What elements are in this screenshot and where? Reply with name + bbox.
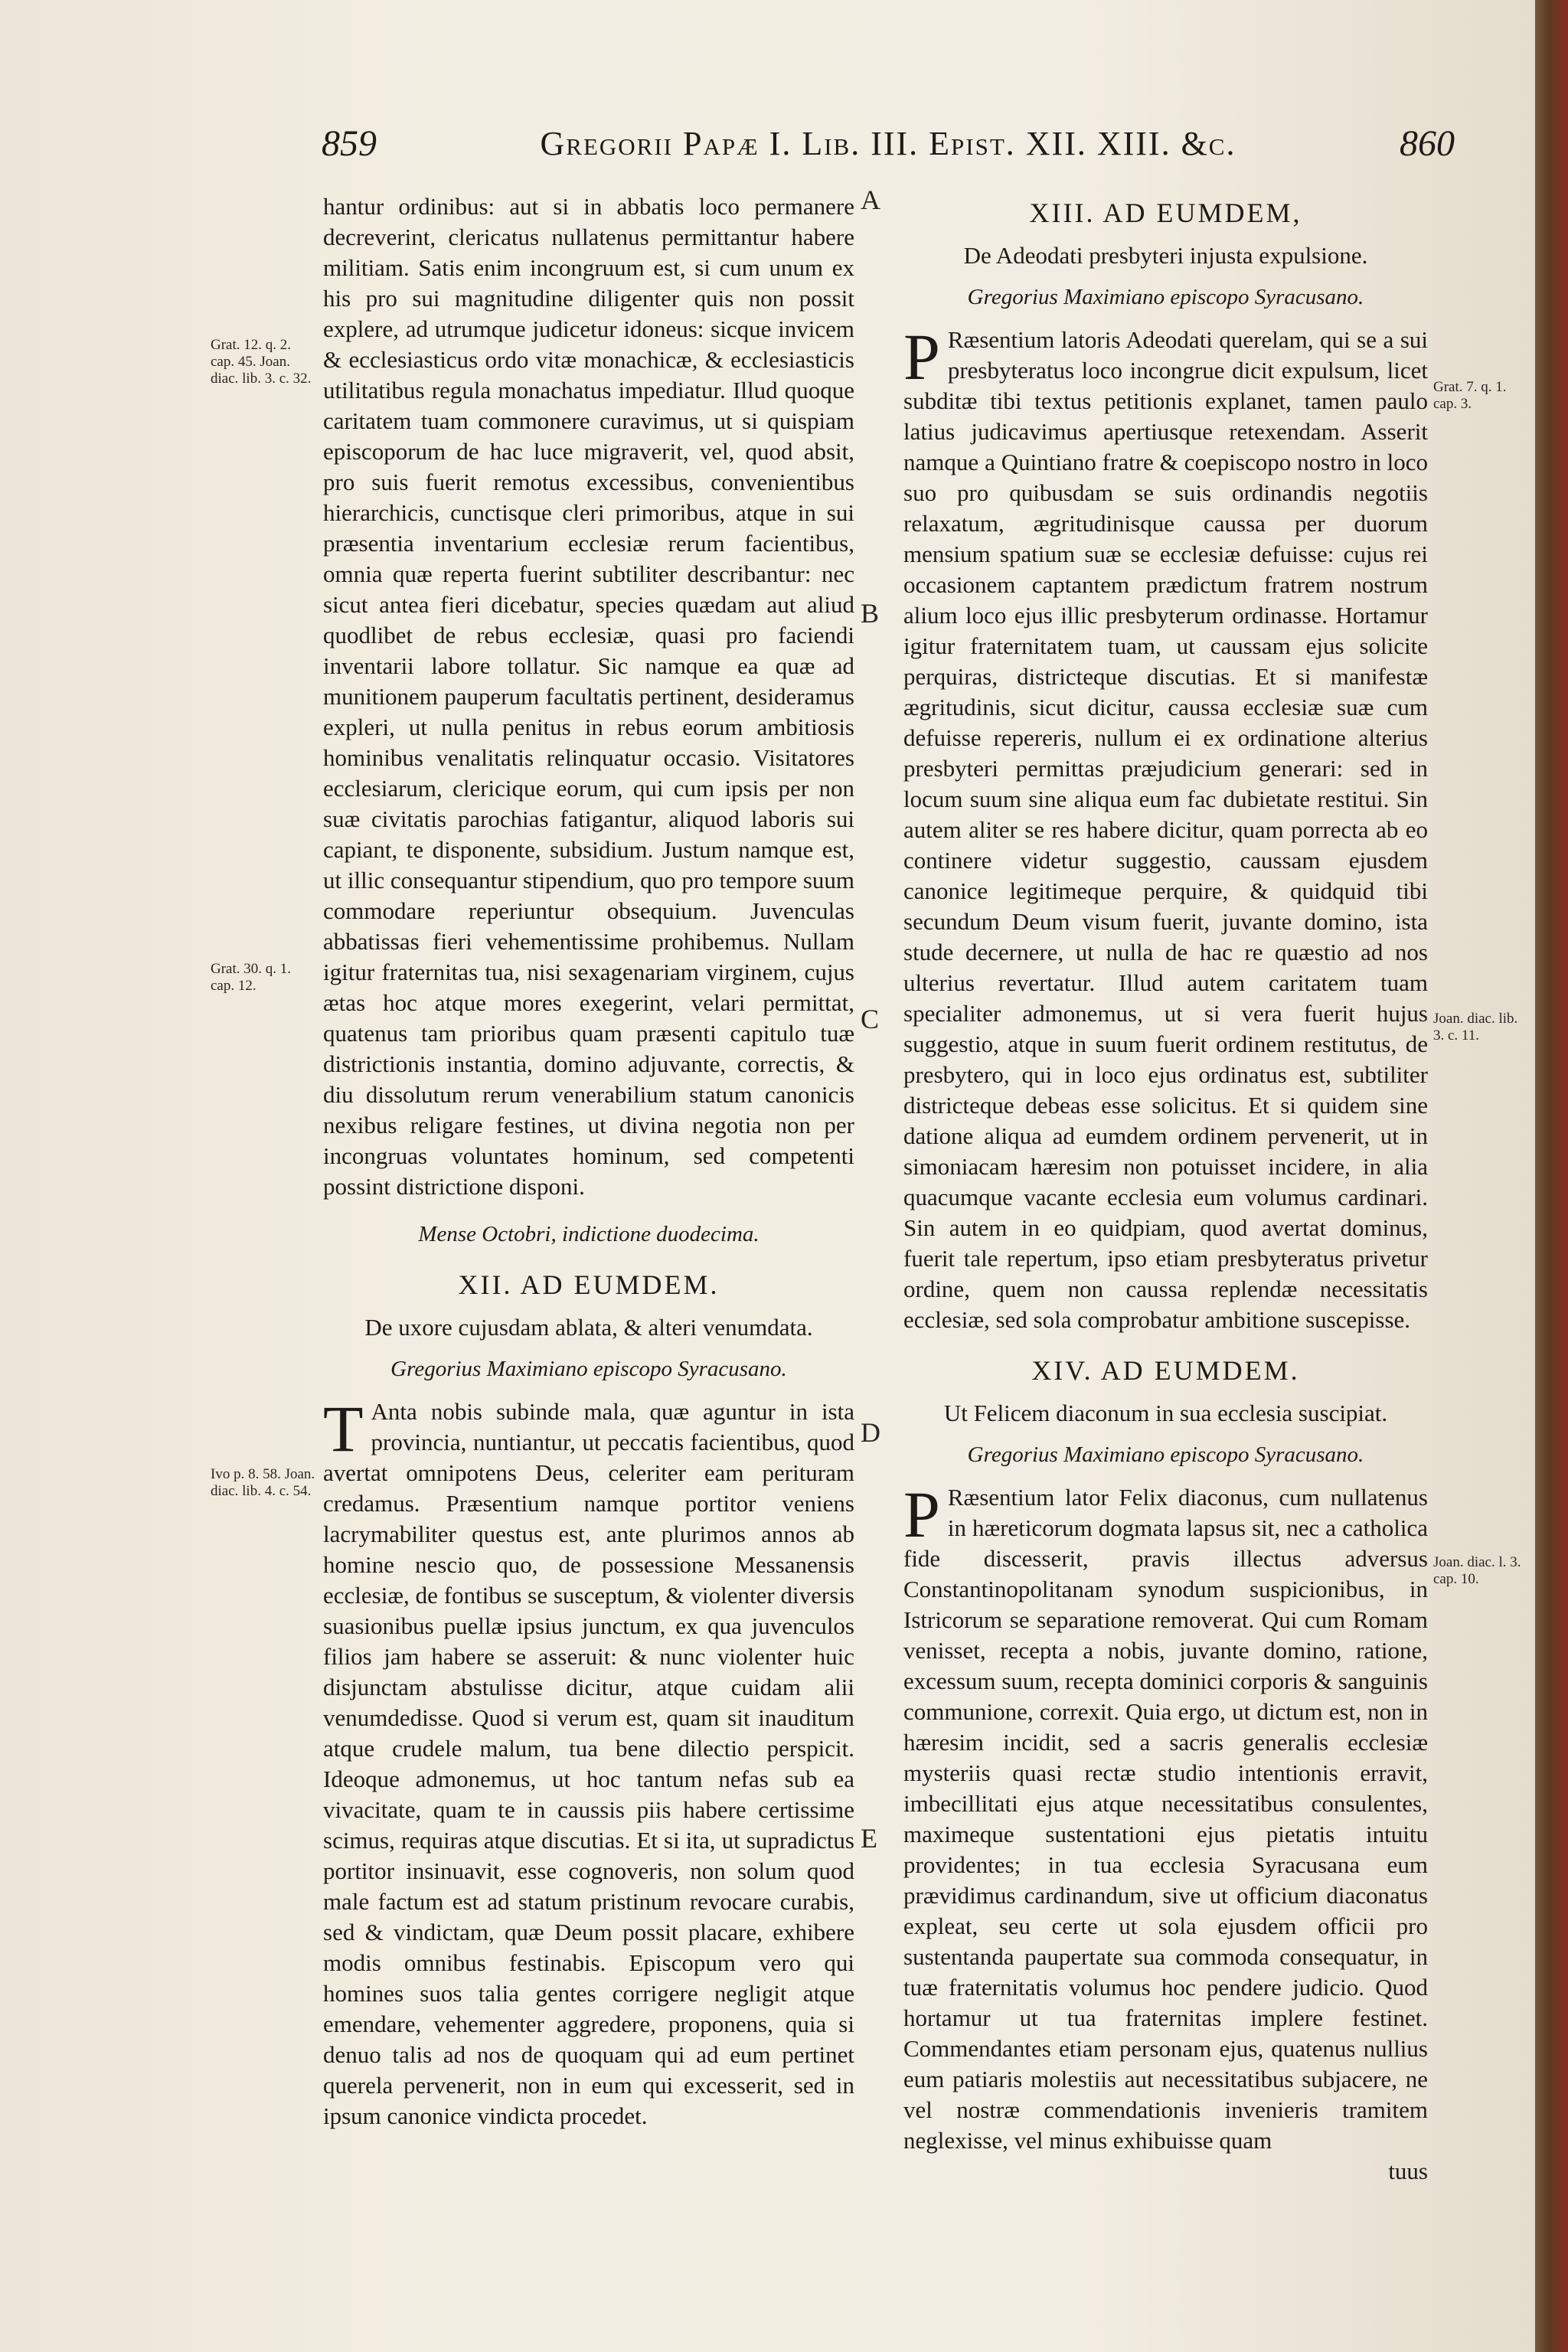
drop-cap: P <box>903 320 940 394</box>
margin-note: Grat. 12. q. 2. cap. 45. Joan. diac. lib. 3. c. 32. <box>211 337 312 387</box>
page-number-left: 859 <box>322 123 377 164</box>
dateline: Mense Octobri, indictione duodecima. <box>418 1222 760 1246</box>
margin-note: Joan. diac. lib. 3. c. 11. <box>1433 1011 1518 1044</box>
running-title: Gregorii Papæ I. Lib. III. Epist. XII. XIII. &c. <box>540 125 1236 162</box>
epistle-12-heading: XII. AD EUMDEM. <box>458 1269 720 1300</box>
epistle-13-salutation: Gregorius Maximiano episcopo Syracusano. <box>967 285 1364 309</box>
epistle-13-body <box>903 320 1428 1335</box>
epistle-14-heading: XIV. AD EUMDEM. <box>1031 1355 1300 1386</box>
margin-note: Grat. 7. q. 1. cap. 3. <box>1433 379 1507 412</box>
section-marker: B <box>861 598 880 629</box>
epistle-12-body <box>323 1392 854 2132</box>
drop-cap: P <box>903 1478 940 1551</box>
margin-note: Ivo p. 8. 58. Joan. diac. lib. 4. c. 54. <box>211 1466 315 1499</box>
epistle-14-salutation: Gregorius Maximiano episcopo Syracusano. <box>967 1442 1364 1467</box>
margin-note: Joan. diac. l. 3. cap. 10. <box>1433 1554 1521 1587</box>
epistle-12-argument: De uxore cujusdam ablata, & alteri venumdata. <box>364 1314 813 1341</box>
left-column <box>323 191 854 2132</box>
catchword: tuus <box>1388 2158 1428 2184</box>
epistle-14-text: Ræsentium lator Felix diaconus, cum nullatenus in hæreticorum dogmata lapsus sit, nec a catholica fide discesserit, pravis illectus adversus Constantinopolitanam synodum suspicionibus, in Istricorum se separatione removerat. Qui cum Romam venisset, recepta a nobis, juvante domino, ratione, excessum suum, recepta dominici corporis & sanguinis communione, correxit. Quia ergo, ut dictum est, non in hæresim incidit, sed a sacris generalis ecclesiæ mysteriis quasi rectæ studio intentionis erravit, imbecillitati ejus atque necessitatibus consulentes, maximeque sustentationi ejus pietatis intuitu providentes; in tua ecclesia Syracusana eum prævidimus cardinandum, sive ut officium diaconatus expleat, seu certe ut sola ejusdem officii pro sustentanda paupertate sua commoda consequatur, in tuæ fraternitatis volumus hoc pendere judicio. Quod hortamur ut tua fraternitas implere festinet. Commendantes etiam personam ejus, quatenus nullius eum patiaris molestiis aut necessitatibus subjacere, ne vel nostræ commendationis invenieris tramitem neglexisse, vel minus exhibuisse quam <box>903 1484 1428 2154</box>
epistle-14-argument: Ut Felicem diaconum in sua ecclesia suscipiat. <box>943 1400 1388 1426</box>
right-column <box>903 191 1428 2187</box>
book-binding <box>1535 0 1568 2352</box>
section-marker: E <box>861 1823 877 1854</box>
epistle-13-argument: De Adeodati presbyteri injusta expulsione. <box>963 242 1368 269</box>
continuation-text: hantur ordinibus: aut si in abbatis loco permanere decreverint, clericatus nullatenus permittantur habere militiam. Satis enim incongruum est, si cum unum ex his pro sui magnitudine diligenter quis non possit explere, ad utrumque judicetur idoneus: sicque invicem & ecclesiasticus ordo vitæ monachicæ, & ecclesiasticis utilitatibus regula monachatus impediatur. Illud quoque caritatem tuam commonere curavimus, ut si quispiam episcoporum de hac luce migraverit, vel, quod absit, pro suis fuerit remotus excessibus, convenientibus hierarchicis, cunctisque cleri primoribus, atque in sui præsentia inventarium ecclesiæ rerum facientibus, omnia quæ reperta fuerint subtiliter describantur: nec sicut antea fieri dicebatur, species quædam aut aliud quodlibet de rebus ecclesiæ, quasi pro faciendi inventarii labore tollatur. Sic namque ea quæ ad munitionem pauperum facultatis pertinent, desideramus expleri, ut nulla penitus in rebus eorum ambitiosis hominibus venalitatis relinquatur occasio. Visitatores ecclesiarum, clericique eorum, qui cum ipsis per non suæ civitatis parochias fatigantur, aliquod laboris sui capiant, te disponente, subsidium. Justum namque est, ut illic consequantur stipendium, quo pro tempore suum commodare reperiuntur obsequium. Juvenculas abbatissas fieri vehementissime prohibemus. Nullam igitur fraternitas tua, nisi sexagenariam virginem, cujus ætas hoc atque mores exegerint, velari permittat, quatenus tam prioribus quam præsenti capitulo tuæ districtionis instantia, domino adjuvante, correctis, & diu dissolutum rerum venerabilium statum canonicis nexibus religare festines, ut divina negotia non per incongruas voluntates hominum, sed competenti possint districtione disponi. <box>323 193 854 1200</box>
epistle-12-salutation: Gregorius Maximiano episcopo Syracusano. <box>390 1357 787 1381</box>
drop-cap: T <box>323 1392 364 1465</box>
epistle-14-body <box>903 1478 1428 2156</box>
epistle-13-text: Ræsentium latoris Adeodati querelam, qui se a sui presbyteratus loco incongrue dicit expulsum, licet subditæ tibi textus petitionis explanet, tamen paulo latius judicavimus apertiusque retexendam. Asserit namque a Quintiano fratre & coepiscopo nostro in loco suo pro quibusdam se suis ordinandis negotiis relaxatum, ægritudinisque caussa per duorum mensium spatium suæ se ecclesiæ defuisse: cujus rei occasionem captantem prædictum fratrem nostrum alium loco ejus illic presbyterum ordinasse. Hortamur igitur fraternitatem tuam, ut caussam ejus solicite perquiras, districteque discutias. Et si manifestæ ægritudinis, sicut dicitur, caussa ecclesiæ suæ cum defuisse repereris, nullum ei ex ordinatione alterius presbyteri permittas præjudicium generari: sed in locum suum sine aliqua eum fac dubietate restitui. Sin autem aliter se res habere dicitur, quam porrecta ab eo continere videtur suggestio, caussam ejusdem canonice legitimeque perquire, & quidquid tibi secundum Deum visum fuerit, juvante domino, ista stude decernere, ut nulla de hac re quæstio ad nos ulterius revertatur. Illud autem caritatem tuam specialiter admonemus, ut si vera fuerit hujus suggestio, atque in suum fuerit ordinem restitutus, de presbytero, qui in loco ejus ordinatus est, subtiliter districteque debeas esse solicitus. Et si quidem sine datione aliqua ad eumdem ordinem pervenerit, ut in simoniacam hæresim non potuisset incidere, in alia quacumque vacante ecclesia eum volumus cardinari. Sin autem in eo quidpiam, quod avertat dominus, fuerit tale repertum, ipso etiam presbyteratus privetur ordine, quem non caussa replendæ necessitatis ecclesiæ, sed sola comprobatur ambitione suscepisse. <box>903 326 1428 1333</box>
margin-note: Grat. 30. q. 1. cap. 12. <box>211 961 292 994</box>
epistle-13-heading: XIII. AD EUMDEM, <box>1029 198 1302 228</box>
section-marker: C <box>861 1004 880 1034</box>
running-head <box>322 122 1455 176</box>
epistle-12-text: Anta nobis subinde mala, quæ aguntur in ista provincia, nuntiantur, ut peccatis facientibus, quod avertat omnipotens Deus, celeriter eam perituram credamus. Præsentium namque portitor veniens lacrymabiliter questus est, ante plurimos annos ab homine nescio quo, de possessione Messanensis ecclesiæ, de fontibus se susceptum, & violenter diversis suasionibus puellæ ipsius junctum, ex qua juvenculos filios jam habere se asseruit: & nunc violenter huic disjunctam abstulisse dicitur, atque cuidam alii venumdedisse. Quod si verum est, quam sit inauditum atque crudele malum, tua bene dilectio perspicit. Ideoque admonemus, ut hoc tantum nefas sub ea vivacitate, quam te in caussis piis habere certissime scimus, requiras atque discutias. Et si ita, ut supradictus portitor insinuavit, esse cognoveris, non solum quod male factum est ad statum pristinum revocare curabis, sed & vindictam, quæ Deum possit placare, exhibere modis omnibus festinabis. Episcopum vero qui homines suos talia gentes corrigere negligit atque emendare, vehementer aggredere, proponens, quia si denuo talis ad nos de quoquam qui ad eum pertinet querela pervenerit, non in eum qui excesserit, sed in ipsum canonice vindicta procedet. <box>323 1398 854 2129</box>
section-marker: A <box>861 185 880 215</box>
page-number-right: 860 <box>1400 123 1455 164</box>
section-marker: D <box>861 1417 880 1448</box>
